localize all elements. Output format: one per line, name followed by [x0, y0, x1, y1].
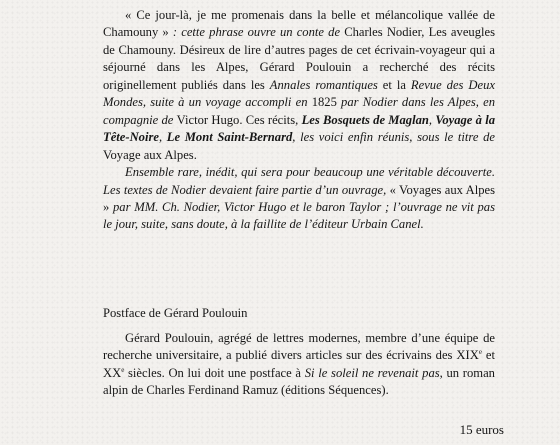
text-span: ,: [428, 112, 436, 127]
bio-paragraph: [103, 330, 495, 400]
text-span: . Désireux de lire d’autres pages de cet écrivain-voyageur qui a séjourné dans les Alpes,: [103, 42, 495, 75]
year: 1825: [311, 95, 337, 110]
superscript: e: [478, 348, 482, 357]
text-span: , suite à un voyage accompli en: [142, 95, 312, 110]
opening-quote: « Ce jour-là, je me promenais dans la belle et mélancolique vallée de Chamouny »: [103, 8, 495, 40]
editor-name: Gérard Poulouin: [259, 60, 352, 75]
ramuz-book-title: Si le soleil ne revenait pas: [304, 365, 440, 380]
publication-1: Annales romantiques: [269, 77, 378, 92]
text-span: et la: [377, 77, 411, 92]
project-title: « Voyages aux Alpes »: [103, 182, 495, 214]
blurb-paragraph-2: [103, 164, 495, 234]
author-name: Charles Nodier: [344, 25, 422, 40]
text-span: siècles. On lui doit une postface à: [124, 365, 305, 380]
author-bio: [103, 330, 495, 400]
companion-name: Victor Hugo: [176, 112, 240, 127]
postface-heading: Postface de Gérard Poulouin: [103, 306, 248, 320]
text-span: par Nodier dans les Alpes, en compagnie de: [103, 95, 496, 127]
book-title: Voyage aux Alpes: [103, 147, 194, 162]
tale-title: Les aveugles de Chamouny: [103, 25, 495, 57]
text-span: , les voici enfin réunis, sous le titre de: [292, 130, 495, 145]
text-span: Ensemble rare, inédit, qui sera pour beaucoup une véritable découverte. Les textes de Nodier devaient faire partie d’un ouvrage,: [103, 165, 495, 197]
text-span: .: [193, 147, 197, 162]
text-span: Gérard Poulouin, agrégé de lettres modernes, membre d’une équipe de recherche universitaire, a publié divers articles sur des écrivains des XIX: [103, 331, 495, 363]
text-span: par MM. Ch. Nodier, Victor Hugo et le baron Taylor ; l’ouvrage ne vit pas le jour, suite, sans doute, à la faillite de l’éditeur Urbain Canel.: [103, 199, 495, 232]
story-title-2: Voyage à la Tête-Noire: [103, 112, 495, 145]
text-span: ,: [158, 130, 167, 145]
blurb-text: [103, 7, 495, 234]
text-span: , un roman alpin de Charles Ferdinand Ramuz (éditions Séquences).: [103, 365, 495, 398]
text-span: ,: [421, 25, 429, 40]
text-span: . Ces récits,: [239, 112, 302, 127]
story-title-1: Les Bosquets de Maglan: [301, 112, 429, 127]
text-span: a recherché des récits originellement publiés dans les: [103, 60, 495, 92]
text-span: et XX: [103, 348, 495, 380]
publication-2: Revue des Deux Mondes: [103, 77, 495, 110]
blurb-paragraph-1: [103, 7, 495, 164]
story-title-3: Le Mont Saint-Bernard: [166, 130, 293, 145]
superscript: e: [121, 365, 125, 374]
text-span: : cette phrase ouvre un conte de: [168, 25, 345, 40]
price: 15 euros: [459, 422, 504, 437]
